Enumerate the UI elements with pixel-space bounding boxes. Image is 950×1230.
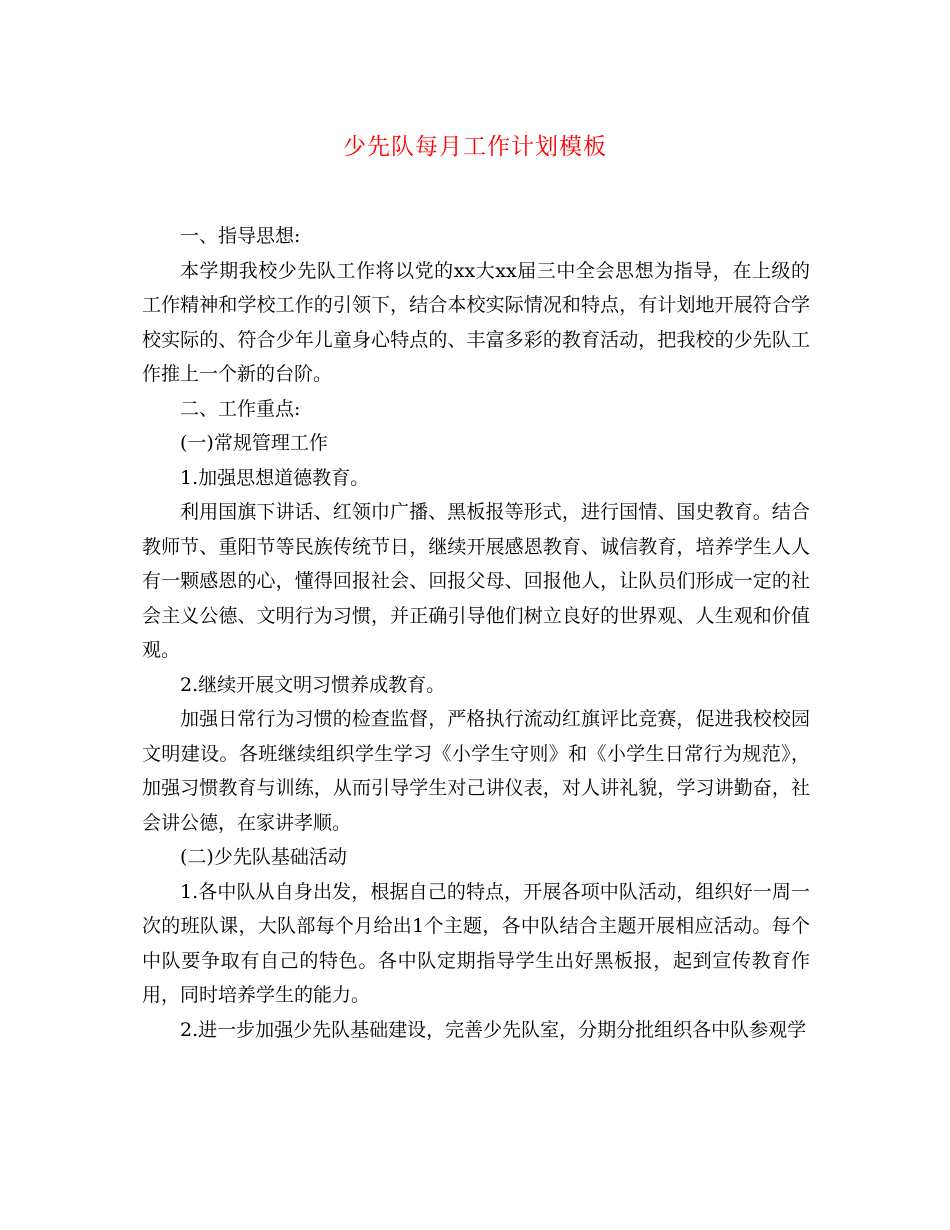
item-heading-civilized-habits: 2.继续开展文明习惯养成教育。: [180, 673, 446, 696]
subsection-heading-routine-management: (一)常规管理工作: [180, 432, 328, 454]
paragraph-civilized-habits: 加强日常行为习惯的检查监督，严格执行流动红旗评比竞赛，促进我校校园文明建设。各班继续组织学生学习《小学生守则》和《小学生日常行为规范》，加强习惯教育与训练，从而引导学生对己讲仪表，对人讲礼貌，学习讲勤奋，社会讲公德，在家讲孝顺。: [142, 708, 810, 834]
paragraph-basic-construction: 2.进一步加强少先队基础建设，完善少先队室，分期分批组织各中队参观学: [180, 1018, 807, 1041]
document-body: [142, 219, 810, 1047]
section-heading-guiding-thought: 一、指导思想:: [180, 225, 301, 247]
item-heading-moral-education: 1.加强思想道德教育。: [180, 466, 370, 489]
paragraph-squad-activities: 1.各中队从自身出发，根据自己的特点，开展各项中队活动，组织好一周一次的班队课，大队部每个月给出1个主题，各中队结合主题开展相应活动。每个中队要争取有自己的特色。各中队定期指导学生出好黑板报，起到宣传教育作用，同时培养学生的能力。: [142, 880, 810, 1006]
section-heading-work-focus: 二、工作重点:: [180, 397, 301, 420]
paragraph-guiding-thought: 本学期我校少先队工作将以党的xx大xx届三中全会思想为指导，在上级的工作精神和学校工作的引领下，结合本校实际情况和特点，有计划地开展符合学校实际的、符合少年儿童身心特点的、丰富多彩的教育活动，把我校的少先队工作推上一个新的台阶。: [142, 259, 810, 385]
subsection-heading-basic-activities: (二)少先队基础活动: [180, 846, 347, 868]
paragraph-moral-education: 利用国旗下讲话、红领巾广播、黑板报等形式，进行国情、国史教育。结合教师节、重阳节等民族传统节日，继续开展感恩教育、诚信教育，培养学生人人有一颗感恩的心，懂得回报社会、回报父母、回报他人，让队员们形成一定的社会主义公德、文明行为习惯，并正确引导他们树立良好的世界观、人生观和价值观。: [142, 501, 810, 661]
document-title: 少先队每月工作计划模板: [343, 134, 607, 160]
